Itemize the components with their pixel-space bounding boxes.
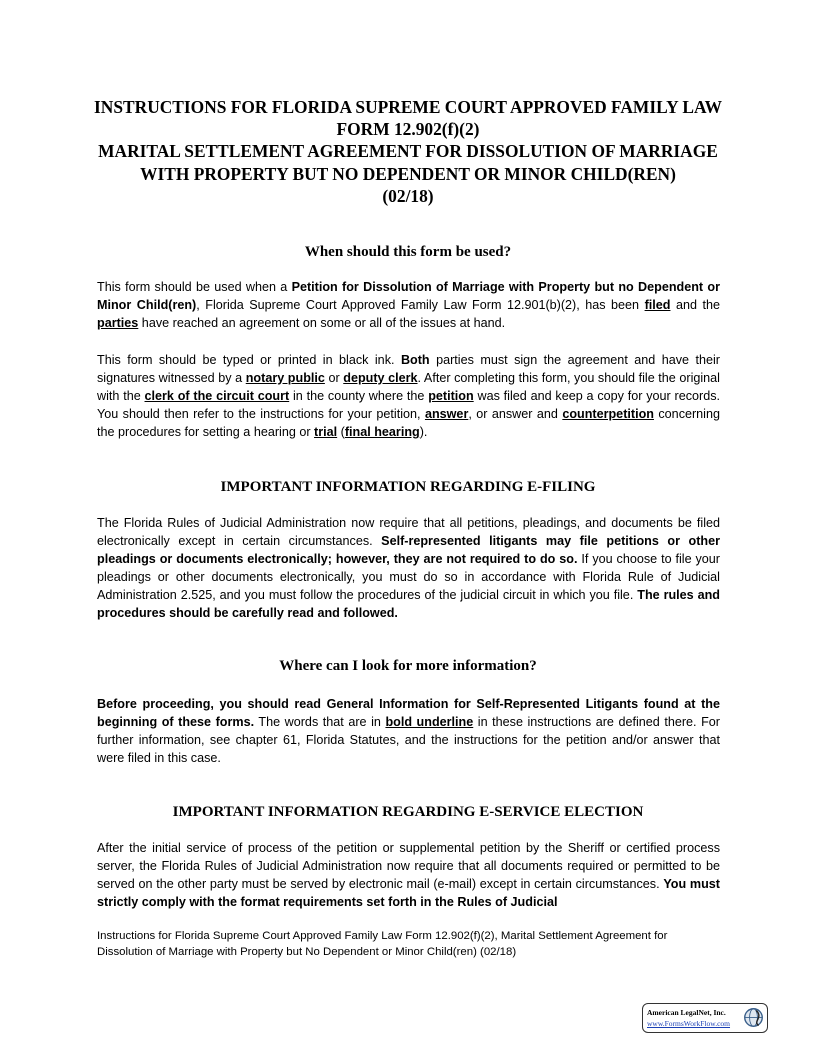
text-run: ). bbox=[419, 425, 428, 439]
heading-e-filing: IMPORTANT INFORMATION REGARDING E-FILING bbox=[220, 479, 596, 495]
paragraph-when-used-1 bbox=[97, 278, 720, 332]
text-run: After the initial service of process of the petition or supplemental petition by the Sheriff or certified process server, the Florida Rules of Judicial Administration now require that all documents required or permitted to be served on the other party must be served by electronic mail (e-mail) except in certain circumstances. bbox=[97, 841, 720, 891]
footer-line-2: Dissolution of Marriage with Property but No Dependent or Minor Child(ren) (02/18) bbox=[97, 946, 517, 958]
text-run: This form should be typed or printed in black ink. bbox=[97, 353, 401, 367]
heading-more-information: Where can I look for more information? bbox=[279, 658, 537, 674]
title-line-2: FORM 12.902(f)(2) bbox=[336, 119, 480, 140]
paragraph-when-used-2 bbox=[97, 351, 720, 441]
globe-icon bbox=[743, 1007, 764, 1028]
text-run: or bbox=[324, 371, 344, 385]
logo-company-name: American LegalNet, Inc. bbox=[647, 1008, 726, 1017]
title-line-5: (02/18) bbox=[382, 185, 434, 206]
text-run: in these instructions are defined there. For further information, see chapter 61, Florida Statutes, and the instructions for the petition and/or answer that were filed in this case. bbox=[97, 715, 720, 765]
document-title bbox=[90, 96, 726, 207]
defined-term-clerk-of-circuit-court: clerk of the circuit court bbox=[144, 389, 290, 403]
title-line-1: INSTRUCTIONS FOR FLORIDA SUPREME COURT APPROVED FAMILY LAW bbox=[94, 97, 722, 117]
text-run: and the bbox=[670, 298, 720, 312]
heading-e-service: IMPORTANT INFORMATION REGARDING E-SERVICE ELECTION bbox=[172, 804, 644, 820]
bold-text: Petition for Dissolution of Marriage with Property but no Dependent or Minor Child(ren) bbox=[97, 280, 720, 312]
defined-term-deputy-clerk: deputy clerk bbox=[343, 371, 418, 385]
paragraph-more-information bbox=[97, 695, 720, 767]
text-run: ( bbox=[337, 425, 345, 439]
defined-term-petition: petition bbox=[428, 389, 474, 403]
bold-text: Both bbox=[400, 353, 430, 367]
text-run: parties must sign the agreement and have their signatures witnessed by a bbox=[97, 353, 720, 385]
defined-term-trial: trial bbox=[314, 425, 338, 439]
paragraph-e-service bbox=[97, 839, 720, 911]
text-run: was filed and keep a copy for your records. You should then refer to the instructions for your petition, bbox=[97, 389, 721, 421]
bold-text: You must strictly comply with the format requirements set forth in the Rules of Judicial bbox=[97, 877, 720, 909]
text-run: . After completing this form, you should file the original with the bbox=[97, 371, 720, 403]
text-run: concerning the procedures for setting a hearing or bbox=[97, 407, 720, 439]
paragraph-e-filing bbox=[97, 514, 720, 622]
bold-text: Self-represented litigants may file petitions or other pleadings or documents electronically; however, they are not required to do so. bbox=[97, 534, 721, 566]
text-run: This form should be used when a bbox=[97, 280, 292, 294]
page-footer bbox=[97, 928, 727, 960]
defined-term-parties: parties bbox=[97, 316, 139, 330]
defined-term-notary-public: notary public bbox=[245, 371, 325, 385]
defined-term-final-hearing: final hearing bbox=[344, 425, 420, 439]
text-run: , Florida Supreme Court Approved Family Law Form 12.901(b)(2), has been bbox=[196, 298, 645, 312]
heading-when-used: When should this form be used? bbox=[304, 244, 512, 260]
text-run: If you choose to file your pleadings or other documents electronically, you must do so in accordance with Florida Rule of Judicial Administration 2.525, and you must follow the procedures of the judicial circuit in which you file. bbox=[97, 552, 721, 602]
defined-term-filed: filed bbox=[644, 298, 671, 312]
defined-term-bold-underline: bold underline bbox=[385, 715, 474, 729]
text-run: in the county where the bbox=[289, 389, 429, 403]
logo-website-link[interactable]: www.FormsWorkFlow.com bbox=[647, 1019, 731, 1028]
american-legalnet-logo[interactable] bbox=[642, 1003, 768, 1033]
text-run: The Florida Rules of Judicial Administration now require that all petitions, pleadings, and documents be filed electronically except in certain circumstances. bbox=[97, 516, 720, 548]
title-line-4: WITH PROPERTY BUT NO DEPENDENT OR MINOR CHILD(REN) bbox=[140, 163, 676, 184]
footer-line-1: Instructions for Florida Supreme Court Approved Family Law Form 12.902(f)(2), Marital Settlement Agreement for bbox=[97, 930, 668, 942]
bold-text: Before proceeding, you should read General Information for Self-Represented Litigants found at the beginning of these forms. bbox=[97, 697, 720, 729]
defined-term-counterpetition: counterpetition bbox=[562, 407, 654, 421]
text-run: The words that are in bbox=[254, 715, 386, 729]
text-run: , or answer and bbox=[468, 407, 563, 421]
defined-term-answer: answer bbox=[424, 407, 469, 421]
title-line-3: MARITAL SETTLEMENT AGREEMENT FOR DISSOLUTION OF MARRIAGE bbox=[98, 141, 718, 162]
bold-text: The rules and procedures should be carefully read and followed. bbox=[97, 588, 720, 620]
text-run: have reached an agreement on some or all of the issues at hand. bbox=[138, 316, 506, 330]
